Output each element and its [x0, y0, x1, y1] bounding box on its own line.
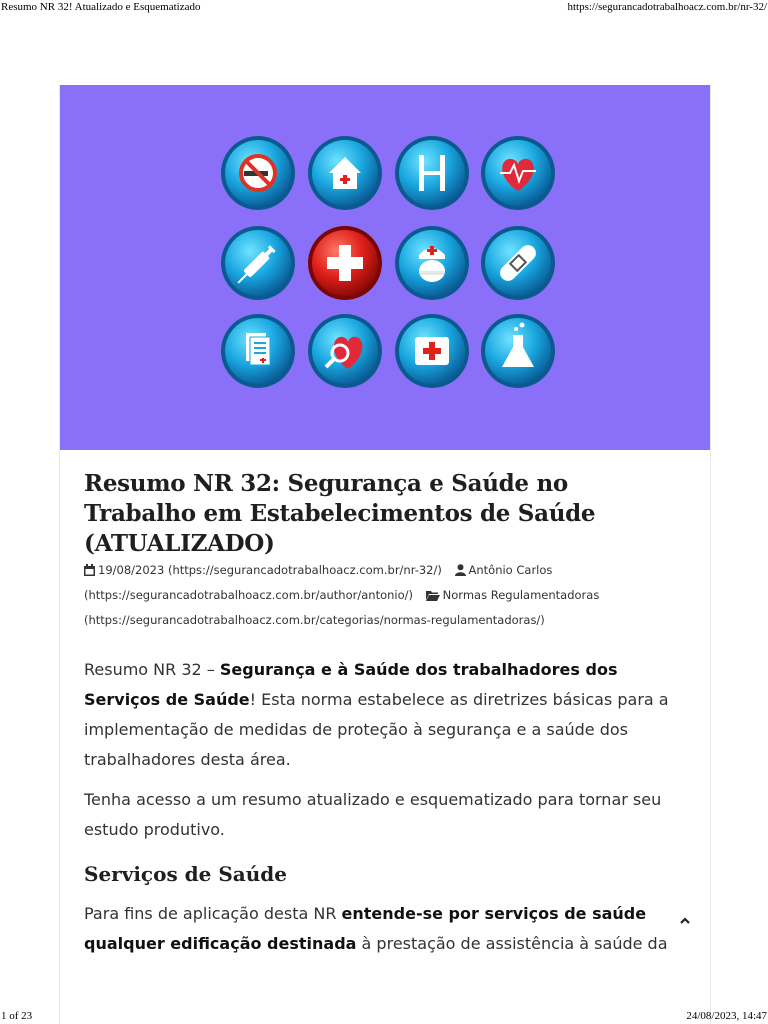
post-date: 19/08/2023: [98, 563, 165, 577]
calendar-icon: [84, 561, 95, 584]
first-aid-kit-icon: [395, 314, 469, 388]
medical-icons-grid: [60, 85, 710, 450]
medical-report-icon: [221, 314, 295, 388]
article-title: Resumo NR 32: Segurança e Saúde no Trabalho em Estabelecimentos de Saúde (ATUALIZADO): [84, 470, 596, 557]
section-heading: Serviços de Saúde: [84, 862, 287, 886]
intro-paragraph: [84, 655, 684, 775]
post-date-link[interactable]: (https://segurancadotrabalhoacz.com.br/nr-32/): [167, 563, 442, 577]
first-aid-cross-icon: [308, 226, 382, 300]
syringe-icon: [221, 226, 295, 300]
post-author: Antônio Carlos: [468, 563, 553, 577]
section-bold: entende-se por serviços de saúde qualquer edificação destinada: [84, 904, 647, 953]
lab-flask-icon: [481, 314, 555, 388]
section-paragraph: [84, 899, 684, 959]
hospital-house-icon: [308, 136, 382, 210]
post-author-link[interactable]: (https://segurancadotrabalhoacz.com.br/author/antonio/): [84, 588, 413, 602]
back-to-top-button[interactable]: [676, 912, 694, 930]
nurse-icon: [395, 226, 469, 300]
folder-open-icon: [426, 586, 440, 609]
intro-bold: Segurança e à Saúde dos trabalhadores dos Serviços de Saúde: [84, 660, 618, 709]
intro-prefix: Resumo NR 32 –: [84, 660, 220, 679]
intro-rest: ! Esta norma estabelece as diretrizes básicas para a implementação de medidas de proteção à segurança e a saúde dos trabalhadores desta área.: [84, 690, 669, 769]
bandage-icon: [481, 226, 555, 300]
section-prefix: Para fins de aplicação desta NR: [84, 904, 342, 923]
post-category-link[interactable]: (https://segurancadotrabalhoacz.com.br/categorias/normas-regulamentadoras/): [84, 613, 545, 627]
user-icon: [455, 561, 466, 584]
heart-magnifier-icon: [308, 314, 382, 388]
heart-pulse-icon: [481, 136, 555, 210]
print-page-title: Resumo NR 32! Atualizado e Esquematizado: [1, 1, 201, 13]
print-page-number: 1 of 23: [1, 1010, 33, 1022]
article-card: [59, 85, 711, 1024]
print-page-url: https://segurancadotrabalhoacz.com.br/nr-32/: [567, 1, 767, 13]
print-datetime: 24/08/2023, 14:47: [686, 1010, 767, 1022]
post-category: Normas Regulamentadoras: [442, 588, 600, 602]
hero-image: [60, 85, 710, 450]
section-rest: à prestação de assistência à saúde da: [356, 934, 668, 953]
no-smoking-icon: [221, 136, 295, 210]
hospital-h-icon: [395, 136, 469, 210]
print-header: [0, 1, 768, 15]
print-footer: [0, 1010, 768, 1024]
paragraph-2: Tenha acesso a um resumo atualizado e esquematizado para tornar seu estudo produtivo.: [84, 790, 662, 839]
article-meta: [84, 559, 684, 632]
chevron-up-icon: [676, 912, 694, 930]
